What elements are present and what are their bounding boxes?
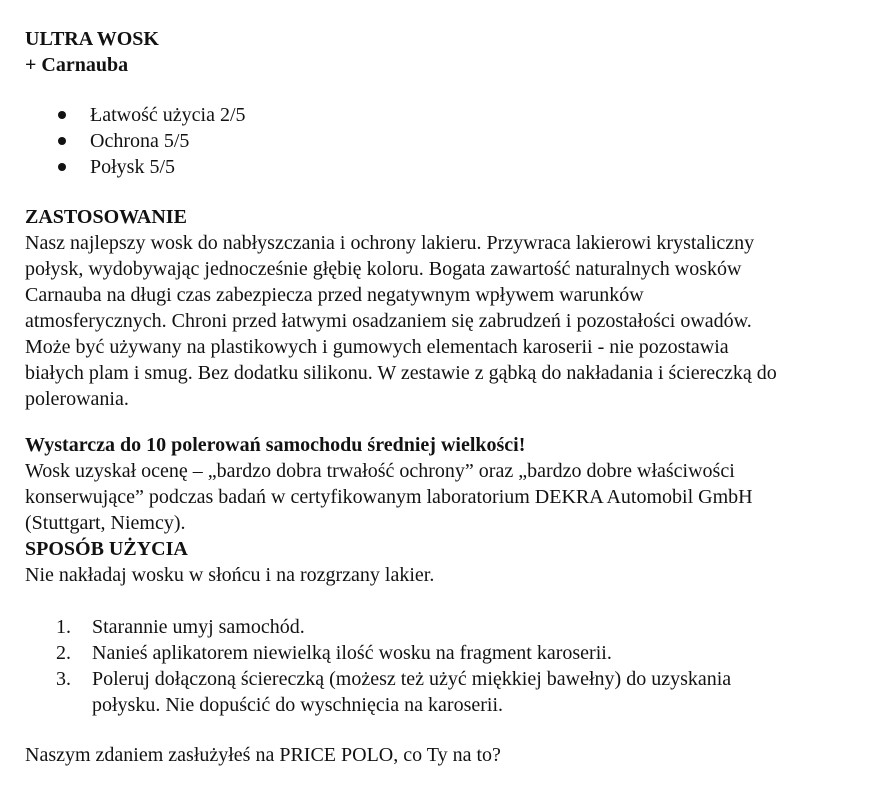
step-text — [92, 614, 888, 640]
step-line: połysku. Nie dopuścić do wyschnięcia na karoserii. — [92, 694, 504, 716]
step-number: 2. — [56, 642, 71, 664]
description-line: polerowania. — [25, 388, 129, 410]
step-number: 1. — [56, 616, 71, 638]
rating-item-label: Połysk 5/5 — [90, 156, 176, 178]
usage-step — [25, 614, 888, 640]
step-line: Starannie umyj samochód. — [92, 616, 305, 638]
product-title: ULTRA WOSK — [25, 28, 159, 50]
step-number: 3. — [56, 668, 71, 690]
usage-step — [25, 666, 888, 718]
step-line: Nanieś aplikatorem niewielką ilość wosku na fragment karoserii. — [92, 642, 612, 664]
usage-intro: Nie nakładaj wosku w słońcu i na rozgrzany lakier. — [25, 564, 435, 586]
title-block — [25, 26, 888, 78]
sposob-uzycia-heading: SPOSÓB UŻYCIA — [25, 538, 188, 560]
claim-line: (Stuttgart, Niemcy). — [25, 512, 186, 534]
description-line: Carnauba na długi czas zabezpiecza przed negatywnym wpływem warunków — [25, 284, 644, 306]
zastosowanie-heading: ZASTOSOWANIE — [25, 206, 187, 228]
claim-section — [25, 432, 888, 536]
closing-question-block — [25, 742, 888, 768]
usage-steps-list — [25, 614, 888, 718]
step-line: Poleruj dołączoną ściereczką (możesz też użyć miękkiej bawełny) do uzyskania — [92, 668, 732, 690]
description-line: białych plam i smug. Bez dodatku silikonu. W zestawie z gąbką do nakładania i ściereczką do — [25, 362, 777, 384]
description-line: Może być używany na plastikowych i gumowych elementach karoserii - nie pozostawia — [25, 336, 729, 358]
description-line: połysk, wydobywając jednocześnie głębię koloru. Bogata zawartość naturalnych wosków — [25, 258, 742, 280]
step-text — [92, 666, 888, 718]
usage-section — [25, 536, 888, 718]
claim-paragraph — [25, 458, 888, 536]
product-subtitle: + Carnauba — [25, 54, 129, 76]
closing-question: Naszym zdaniem zasłużyłeś na PRICE POLO, co Ty na to? — [25, 744, 501, 766]
rating-item-label: Ochrona 5/5 — [90, 130, 190, 152]
rating-item — [25, 102, 888, 128]
rating-item — [25, 128, 888, 154]
description-line: atmosferycznych. Chroni przed łatwymi osadzaniem się zabrudzeń i pozostałości owadów. — [25, 310, 752, 332]
description-line: Nasz najlepszy wosk do nabłyszczania i ochrony lakieru. Przywraca lakierowi krystaliczny — [25, 232, 755, 254]
zastosowanie-section — [25, 204, 888, 412]
bullet-icon — [58, 154, 90, 171]
ratings-list — [25, 102, 888, 180]
step-text — [92, 640, 888, 666]
usage-step — [25, 640, 888, 666]
claim-line: konserwujące” podczas badań w certyfikowanym laboratorium DEKRA Automobil GmbH — [25, 486, 753, 508]
claim-headline: Wystarcza do 10 polerowań samochodu średniej wielkości! — [25, 434, 526, 456]
claim-line: Wosk uzyskał ocenę – „bardzo dobra trwałość ochrony” oraz „bardzo dobre właściwości — [25, 460, 735, 482]
rating-item-label: Łatwość użycia 2/5 — [90, 104, 246, 126]
bullet-icon — [58, 128, 90, 145]
zastosowanie-paragraph — [25, 230, 888, 412]
rating-item — [25, 154, 888, 180]
bullet-icon — [58, 102, 90, 119]
